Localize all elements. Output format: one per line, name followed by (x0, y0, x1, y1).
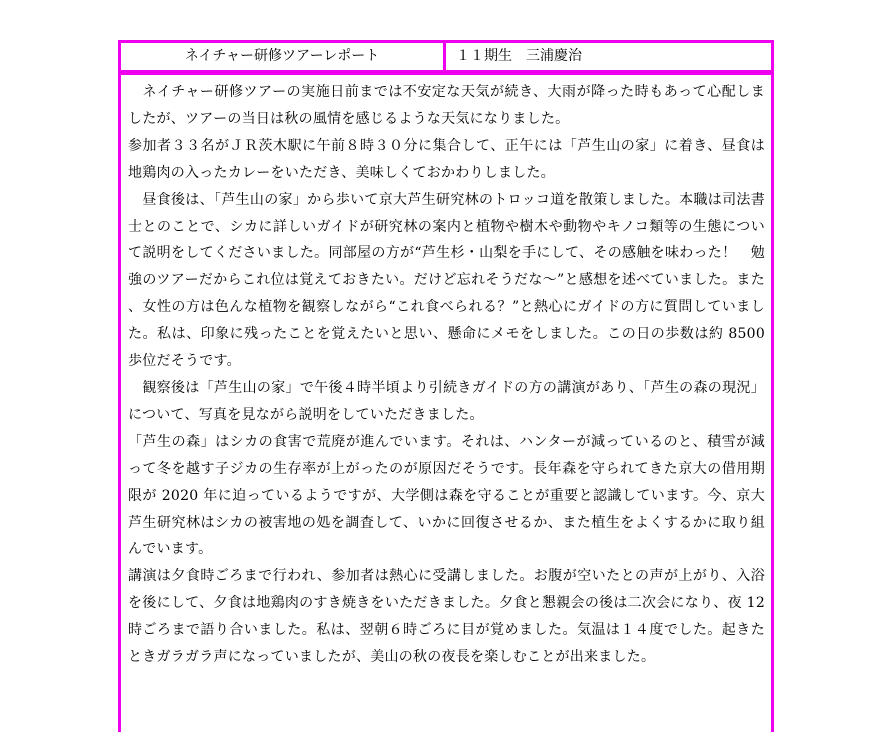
report-author: １１期生 三浦慶治 (456, 48, 582, 64)
paragraph-arrival: 参加者３３名がＪＲ茨木駅に午前８時３０分に集合して、正午には「芦生山の家」に着き、昼食は地鶏肉の入ったカレーをいただき、美味しくておかわりしました。 (128, 137, 765, 181)
paragraph-forest: 「芦生の森」はシカの食害で荒廃が進んでいます。それは、ハンターが減っているのと、積雪が減って冬を越す子ジカの生存率が上がったのが原因だそうです。長年森を守られてきた京大の借用期限が 2020 年に迫っているようですが、大学側は森を守ることが重要と認識しています。今、京大芦生研究林はシカの被害地の処を調査して、いかに回復させるか、また植生をよくするかに取り組んでいます。 (128, 433, 765, 558)
report-body (118, 72, 774, 732)
paragraph-intro: ネイチャー研修ツアーの実施日前までは不安定な天気が続き、大雨が降った時もあって心配しましたが、ツアーの当日は秋の風情を感じるような天気になりました。 (128, 84, 765, 127)
paragraph-lecture: 観察後は「芦生山の家」で午後４時半頃より引続きガイドの方の講演があり、「芦生の森の現況」について、写真を見ながら説明をしていただきました。 (128, 379, 765, 423)
paragraph-walk: 昼食後は、「芦生山の家」から歩いて京大芦生研究林のトロッコ道を散策しました。本職は司法書士とのことで、シカに詳しいガイドが研究林の案内と植物や樹木や動物やキノコ類等の生態について説明をしてくださいました。同部屋の方が“芦生杉・山梨を手にして、その感触を味わった！ 勉強のツアーだからこれ位は覚えておきたい。だけど忘れそうだな～”と感想を述べていました。また、女性の方は色んな植物を観察しながら“これ食べられる？”と熱心にガイドの方に質問していました。私は、印象に残ったことを覚えたいと思い、懸命にメモをしました。この日の歩数は約 8500 歩位だそうです。 (128, 191, 765, 370)
report-header (118, 40, 774, 73)
paragraph-evening: 講演は夕食時ごろまで行われ、参加者は熱心に受講しました。お腹が空いたとの声が上がり、入浴を後にして、夕食は地鶏肉のすき焼きをいただきました。夕食と懇親会の後は二次会になり、夜 12 時ごろまで語り合いました。私は、翌朝６時ごろに目が覚めました。気温は１４度でした。起きたときガラガラ声になっていましたが、美山の秋の夜長を楽しむことが出来ました。 (128, 568, 765, 666)
report-frame (118, 40, 774, 720)
report-title: ネイチャー研修ツアーレポート (121, 43, 446, 70)
